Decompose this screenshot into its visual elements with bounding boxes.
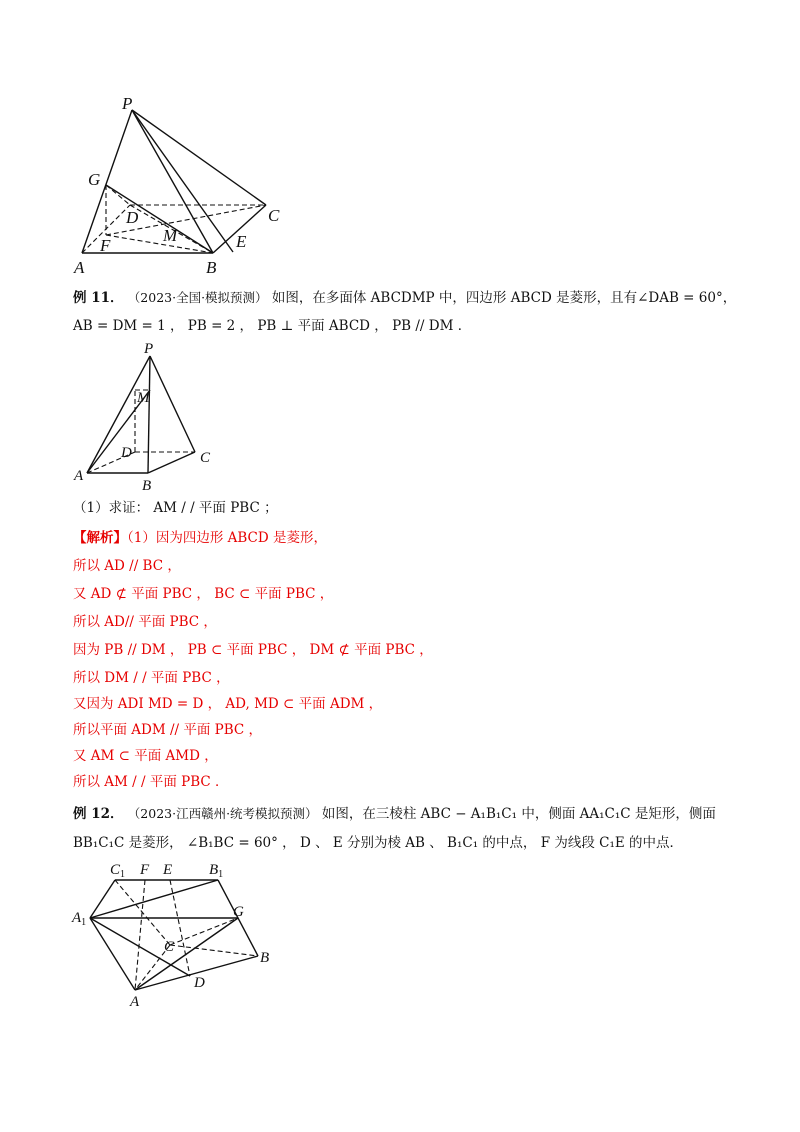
label-M: M xyxy=(137,390,150,406)
label-D: D xyxy=(126,208,139,227)
label-D: D xyxy=(194,975,205,991)
solution-line-7: 又因为 ADI MD = D ， AD, MD ⊂ 平面 ADM ， xyxy=(73,696,383,712)
solution-line-10: 所以 AM / / 平面 PBC ． xyxy=(73,774,229,790)
label-M: M xyxy=(163,226,178,245)
example-12-line-1 xyxy=(73,804,716,824)
label-A1-subscript: 1 xyxy=(81,917,87,928)
label-B1 xyxy=(209,862,223,880)
polyhedron-diagram xyxy=(70,95,290,280)
label-G: G xyxy=(233,904,244,920)
prism-diagram xyxy=(70,858,280,1008)
example-12-number: 例 12． xyxy=(73,806,124,822)
figure-polyhedron-pgdcfmeab xyxy=(70,95,290,280)
example-11-text-1: 如图，在多面体 ABCDMP 中，四边形 ABCD 是菱形，且有∠DAB = 60°， xyxy=(271,290,737,306)
label-B: B xyxy=(206,258,217,277)
example-11-source: （2023·全国·模拟预测） xyxy=(127,290,268,305)
solution-line-3: 又 AD ⊄ 平面 PBC ， BC ⊂ 平面 PBC ， xyxy=(73,586,334,602)
solution-line-5: 因为 PB // DM ， PB ⊂ 平面 PBC ， DM ⊄ 平面 PBC ， xyxy=(73,642,433,658)
label-F: F xyxy=(100,236,111,255)
solution-line-9: 又 AM ⊂ 平面 AMD ， xyxy=(73,748,218,764)
pyramid-diagram xyxy=(70,340,230,494)
example-11-line-1 xyxy=(73,288,736,308)
label-C1-subscript: 1 xyxy=(120,869,126,880)
example-12-line-2: BB₁C₁C 是菱形， ∠B₁BC = 60° ， D 、 E 分别为棱 AB 、 B₁C₁ 的中点， F 为线段 C₁E 的中点． xyxy=(73,835,684,851)
label-B1-main: B xyxy=(209,862,219,878)
example-12-text-1: 如图，在三棱柱 ABC − A₁B₁C₁ 中，侧面 AA₁C₁C 是矩形，侧面 xyxy=(321,806,716,822)
label-B: B xyxy=(260,950,270,966)
label-G: G xyxy=(88,170,101,189)
label-A: A xyxy=(74,258,85,277)
label-C: C xyxy=(164,939,175,955)
label-D: D xyxy=(121,445,132,461)
label-F: F xyxy=(140,862,150,878)
label-P: P xyxy=(122,94,133,113)
label-C1-main: C xyxy=(110,862,121,878)
solution-line-6: 所以 DM / / 平面 PBC ， xyxy=(73,670,230,686)
label-A1-main: A xyxy=(72,910,82,926)
solution-line-4: 所以 AD// 平面 PBC ， xyxy=(73,614,217,630)
label-A1 xyxy=(71,910,86,928)
label-B1-subscript: 1 xyxy=(218,869,224,880)
label-E: E xyxy=(163,862,173,878)
figure-pyramid-pmdcab xyxy=(70,340,230,494)
example-12-source: （2023·江西赣州·统考模拟预测） xyxy=(127,806,318,821)
solution-text-1: （1）因为四边形 ABCD 是菱形， xyxy=(127,530,327,546)
solution-line-1 xyxy=(73,528,327,548)
question-1: （1）求证： AM / / 平面 PBC ； xyxy=(73,500,278,516)
label-A: A xyxy=(130,994,140,1010)
solution-tag: 【解析】 xyxy=(73,530,127,546)
label-B: B xyxy=(142,478,152,494)
label-E: E xyxy=(236,232,247,251)
example-11-number: 例 11． xyxy=(73,290,124,306)
label-C1 xyxy=(110,862,125,880)
label-C: C xyxy=(200,450,211,466)
figure-triangular-prism xyxy=(70,858,280,1008)
label-P: P xyxy=(144,341,154,357)
solution-line-2: 所以 AD // BC ， xyxy=(73,558,181,574)
label-A: A xyxy=(74,468,84,484)
example-11-line-2: AB = DM = 1 ， PB = 2 ， PB ⊥ 平面 ABCD ， PB // DM ． xyxy=(73,318,472,334)
label-C: C xyxy=(268,206,280,225)
solution-line-8: 所以平面 ADM // 平面 PBC ， xyxy=(73,722,263,738)
